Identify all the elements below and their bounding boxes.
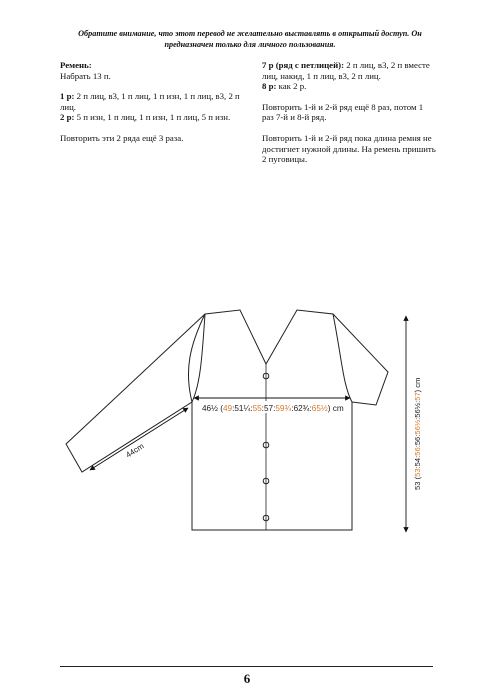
width-main-value: 46½ bbox=[202, 404, 218, 413]
notice-line-1: Обратите внимание, что этот перевод не желательно выставлять в открытый доступ. Он bbox=[78, 29, 422, 38]
row-8-instruction bbox=[262, 81, 437, 92]
repeat-instruction: Повторить эти 2 ряда ещё 3 раза. bbox=[60, 132, 184, 143]
height-size-5: 56½ bbox=[413, 402, 422, 418]
cast-on-text: Набрать 13 п. bbox=[60, 70, 111, 81]
row-2-text: 5 п изн, 1 п лиц, 1 п изн, 1 п лиц, 5 п изн. bbox=[74, 112, 231, 123]
strap-heading: Ремень: bbox=[60, 60, 92, 70]
height-size-2: 56 bbox=[413, 447, 422, 456]
row-2-label: 2 р: bbox=[60, 112, 75, 123]
right-column bbox=[262, 60, 437, 175]
page-number: 6 bbox=[243, 671, 251, 686]
row-7-instruction bbox=[262, 60, 437, 81]
row-1-text: 2 п лиц, в3, 1 п лиц, 1 п изн, 1 п лиц, в3, 2 п лиц. bbox=[60, 91, 240, 112]
width-size-6: 65½ bbox=[311, 404, 328, 413]
row-2-instruction bbox=[60, 112, 245, 123]
height-size-1: 54 bbox=[413, 457, 422, 467]
row-8-text: как 2 р. bbox=[276, 81, 307, 92]
width-measure-label: 46½ (49:51¼:55:57:59¾:62¾:65½) cm bbox=[202, 404, 344, 413]
height-size-6: 57 bbox=[413, 392, 422, 401]
height-size-4: 56½ bbox=[413, 419, 422, 435]
copyright-notice bbox=[60, 28, 440, 50]
row-7-label: 7 р (ряд с петлицей): bbox=[262, 60, 345, 70]
repeat-b-instruction: Повторить 1-й и 2-й ряд пока длина ремня не достигнет нужной длины. На ремень пришить 2 пуговицы. bbox=[262, 132, 436, 165]
footer-divider bbox=[60, 666, 433, 667]
width-size-0: 49 bbox=[222, 404, 233, 413]
row-7-text: 2 п лиц, в3, 2 п вместе лиц, накид, 1 п лиц, в3, 2 п лиц. bbox=[262, 60, 430, 81]
width-size-5: 62¾ bbox=[293, 404, 310, 413]
width-size-4: 59¾ bbox=[275, 404, 292, 413]
sleeve-length-label: 44cm bbox=[124, 441, 146, 460]
height-size-0: 53 bbox=[413, 468, 422, 477]
sleeve-arrow bbox=[90, 408, 188, 470]
width-size-1: 51¼ bbox=[234, 404, 251, 413]
left-column bbox=[60, 60, 245, 154]
height-size-3: 56 bbox=[413, 436, 422, 446]
width-size-3: 57 bbox=[263, 404, 274, 413]
height-measure-label: 53 (53:54:56:56:56½:56½:57) cm bbox=[413, 377, 422, 490]
repeat-a-instruction: Повторить 1-й и 2-й ряд ещё 8 раз, потом 1 раз 7-й и 8-й ряд. bbox=[262, 101, 424, 123]
cardigan-schematic bbox=[0, 290, 493, 550]
height-main-value: 53 bbox=[413, 481, 422, 490]
row-1-label: 1 р: bbox=[60, 91, 75, 102]
width-size-2: 55 bbox=[252, 404, 262, 413]
row-8-label: 8 р: bbox=[262, 81, 277, 92]
notice-line-2: предназначен только для личного пользования. bbox=[164, 40, 336, 49]
cardigan-body-outline bbox=[192, 310, 352, 530]
row-1-instruction bbox=[60, 91, 245, 112]
